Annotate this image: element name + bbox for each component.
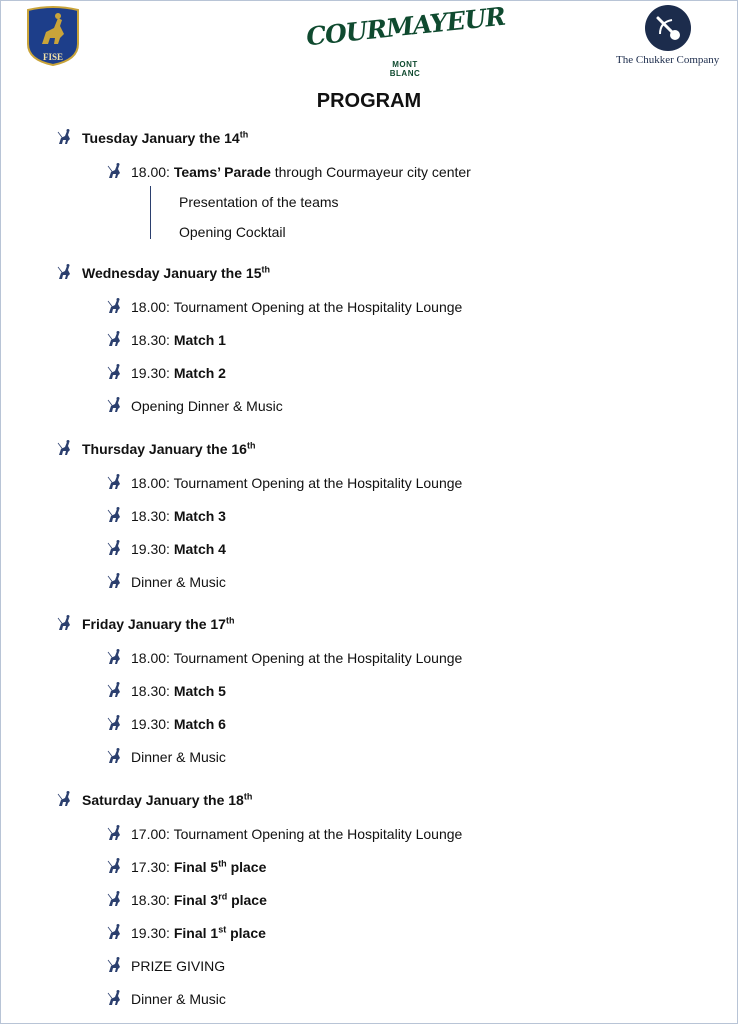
event-time: 19.30: [131, 541, 174, 557]
event-title-suffix: place [226, 925, 266, 941]
event-title: Final 3 [173, 892, 219, 908]
event-description: Tournament Opening at the Hospitality Lounge [173, 650, 463, 666]
chukker-emblem-icon [644, 4, 692, 52]
event-description: Dinner & Music [131, 749, 226, 765]
event-item [106, 749, 226, 765]
event-item [106, 925, 266, 941]
polo-horse-bullet-icon [56, 614, 72, 632]
event-text [131, 541, 226, 557]
event-time: 18.00: [131, 299, 174, 315]
event-text [131, 365, 226, 381]
event-time: 19.30: [131, 716, 174, 732]
day-heading-label: Friday January the 17 [82, 616, 226, 632]
event-text [131, 859, 266, 875]
event-text [131, 332, 226, 348]
polo-horse-bullet-icon [106, 747, 122, 765]
event-time: 19.30: [131, 925, 174, 941]
day-heading-ordinal: th [243, 791, 253, 802]
event-time: 18.00: [131, 475, 174, 491]
event-item [106, 683, 226, 699]
day-heading-label: Tuesday January the 14 [82, 130, 240, 146]
day-heading-ordinal: th [246, 440, 256, 451]
courmayeur-logo [304, 1, 507, 78]
day-heading [56, 441, 255, 457]
event-title: Match 2 [173, 365, 226, 381]
event-item [106, 508, 226, 524]
polo-horse-bullet-icon [56, 263, 72, 281]
polo-horse-bullet-icon [106, 162, 122, 180]
polo-horse-bullet-icon [106, 857, 122, 875]
event-item [106, 332, 226, 348]
event-description: Opening Dinner & Music [131, 398, 283, 414]
day-heading [56, 792, 252, 808]
polo-horse-bullet-icon [106, 396, 122, 414]
event-title: Match 6 [173, 716, 226, 732]
polo-horse-bullet-icon [106, 681, 122, 699]
courmayeur-logo-text: COURMAYEUR [304, 1, 507, 52]
event-item [106, 650, 462, 666]
event-item [106, 541, 226, 557]
event-item [106, 991, 226, 1007]
event-description: Tournament Opening at the Hospitality Lounge [173, 475, 463, 491]
event-text [131, 892, 267, 908]
event-title-ordinal: st [218, 924, 227, 935]
event-text [131, 925, 266, 941]
event-item [106, 365, 226, 381]
event-text [131, 299, 462, 315]
event-text [131, 991, 226, 1007]
event-title-ordinal: th [218, 858, 227, 869]
day-heading-label: Saturday January the 18 [82, 792, 244, 808]
event-description: Tournament Opening at the Hospitality Lounge [173, 299, 463, 315]
event-item [106, 892, 267, 908]
event-time: 18.30: [131, 508, 174, 524]
polo-horse-bullet-icon [106, 989, 122, 1007]
event-item [106, 299, 462, 315]
polo-horse-bullet-icon [56, 439, 72, 457]
polo-horse-bullet-icon [106, 890, 122, 908]
polo-horse-bullet-icon [56, 128, 72, 146]
event-title: Final 1 [173, 925, 219, 941]
polo-horse-bullet-icon [56, 790, 72, 808]
event-title: Teams’ Parade [173, 164, 271, 180]
event-text [131, 475, 462, 491]
event-text [131, 398, 283, 414]
day-heading-ordinal: th [261, 264, 270, 275]
fise-logo-text: FISE [42, 52, 63, 62]
event-item [106, 716, 226, 732]
event-item [106, 164, 471, 180]
event-description: Dinner & Music [131, 574, 226, 590]
event-sub-item: Opening Cocktail [179, 224, 286, 240]
event-title: Match 1 [173, 332, 226, 348]
event-text [131, 683, 226, 699]
event-time: 18.00: [131, 164, 174, 180]
event-time: 18.30: [131, 683, 174, 699]
event-title-suffix: place [227, 892, 267, 908]
event-time: 17.30: [131, 859, 174, 875]
polo-horse-bullet-icon [106, 363, 122, 381]
polo-horse-bullet-icon [106, 297, 122, 315]
page-title: PROGRAM [316, 90, 422, 112]
polo-horse-bullet-icon [106, 506, 122, 524]
event-item [106, 398, 283, 414]
polo-horse-bullet-icon [106, 539, 122, 557]
polo-horse-bullet-icon [106, 572, 122, 590]
event-text [131, 650, 462, 666]
event-title-ordinal: rd [218, 891, 228, 902]
day-heading-ordinal: th [225, 615, 235, 626]
chukker-logo-text: The Chukker Company [616, 54, 720, 66]
polo-horse-bullet-icon [106, 330, 122, 348]
day-heading-ordinal: th [239, 129, 249, 140]
event-text [131, 826, 462, 842]
polo-horse-bullet-icon [106, 956, 122, 974]
day-heading [56, 265, 270, 281]
day-heading [56, 616, 234, 632]
sub-items-bar [150, 186, 151, 239]
event-text [131, 716, 226, 732]
polo-horse-bullet-icon [106, 648, 122, 666]
event-time: 18.30: [131, 892, 174, 908]
event-time: 18.30: [131, 332, 174, 348]
event-text [131, 574, 226, 590]
event-time: 18.00: [131, 650, 174, 666]
event-title: Match 4 [173, 541, 226, 557]
event-text [131, 508, 226, 524]
event-item [106, 859, 266, 875]
event-title: Match 5 [173, 683, 226, 699]
event-description: through Courmayeur city center [270, 164, 471, 180]
event-item [106, 574, 226, 590]
polo-horse-bullet-icon [106, 714, 122, 732]
event-time: 19.30: [131, 365, 174, 381]
event-description: PRIZE GIVING [131, 958, 226, 974]
day-heading [56, 130, 248, 146]
polo-horse-bullet-icon [106, 473, 122, 491]
event-sub-item: Presentation of the teams [179, 194, 339, 210]
event-text [131, 749, 226, 765]
courmayeur-logo-subtext: MONT BLANC [389, 60, 421, 78]
event-item [106, 958, 225, 974]
event-item [106, 826, 462, 842]
event-description: Tournament Opening at the Hospitality Lounge [173, 826, 463, 842]
fise-logo [24, 4, 82, 66]
event-text [131, 164, 471, 180]
event-item [106, 475, 462, 491]
chukker-logo [610, 2, 726, 72]
event-time: 17.00: [131, 826, 174, 842]
polo-horse-bullet-icon [106, 824, 122, 842]
event-description: Dinner & Music [131, 991, 226, 1007]
polo-horse-bullet-icon [106, 923, 122, 941]
event-title: Match 3 [173, 508, 226, 524]
event-title: Final 5 [173, 859, 219, 875]
event-title-suffix: place [226, 859, 267, 875]
event-text [131, 958, 225, 974]
day-heading-label: Wednesday January the 15 [82, 265, 262, 281]
day-heading-label: Thursday January the 16 [82, 441, 247, 457]
